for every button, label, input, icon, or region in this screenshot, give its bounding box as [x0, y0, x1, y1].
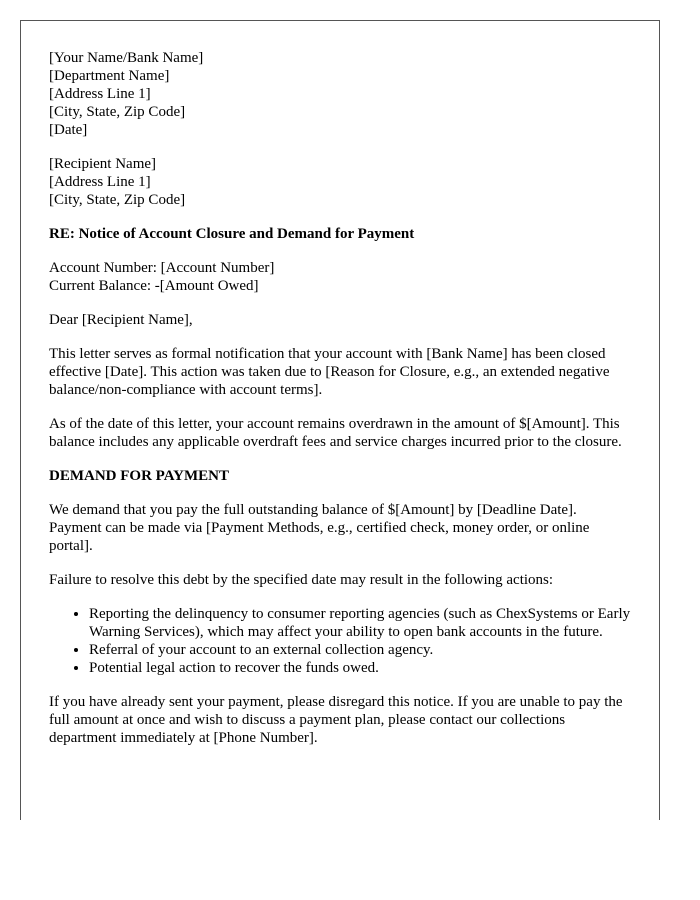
sender-city-state-zip: [City, State, Zip Code]	[49, 104, 186, 120]
sender-address-line-1: [Address Line 1]	[49, 86, 151, 102]
letter-date: [Date]	[49, 122, 88, 138]
demand-paragraph: We demand that you pay the full outstanding balance of $[Amount] by [Deadline Date]. Payment can be made via [Payment Methods, e.g., certified check, money order, or online portal].	[49, 502, 590, 554]
account-number: Account Number: [Account Number]	[49, 260, 275, 276]
recipient-name: [Recipient Name]	[49, 156, 157, 172]
balance-paragraph: As of the date of this letter, your account remains overdrawn in the amount of $[Amount]. This balance includes any applicable overdraft fees and service charges incurred prior to the closure.	[49, 416, 622, 450]
intro-paragraph: This letter serves as formal notification that your account with [Bank Name] has been closed effective [Date]. This action was taken due to [Reason for Closure, e.g., an extended negative balance/non-compliance with account terms].	[49, 346, 610, 398]
recipient-address-block	[49, 155, 631, 209]
list-item: • Reporting the delinquency to consumer reporting agencies (such as ChexSystems or Early Warning Services), which may affect your ability to open bank accounts in the future.	[89, 605, 631, 641]
failure-paragraph: Failure to resolve this debt by the specified date may result in the following actions:	[49, 572, 554, 588]
list-item: • Referral of your account to an external collection agency.	[89, 641, 631, 659]
subject-line: RE: Notice of Account Closure and Demand for Payment	[49, 226, 415, 242]
actions-list	[49, 605, 631, 677]
sender-address-block	[49, 49, 631, 139]
letter-page	[20, 20, 660, 820]
closing-paragraph: If you have already sent your payment, please disregard this notice. If you are unable to pay the full amount at once and wish to discuss a payment plan, please contact our collections department immediately at [Phone Number].	[49, 694, 623, 746]
recipient-city-state-zip: [City, State, Zip Code]	[49, 192, 186, 208]
list-item: • Potential legal action to recover the funds owed.	[89, 659, 631, 677]
recipient-address-line-1: [Address Line 1]	[49, 174, 151, 190]
sender-department: [Department Name]	[49, 68, 170, 84]
salutation: Dear [Recipient Name],	[49, 312, 193, 328]
current-balance: Current Balance: -[Amount Owed]	[49, 278, 259, 294]
sender-name: [Your Name/Bank Name]	[49, 50, 204, 66]
account-details	[49, 259, 631, 295]
demand-heading: DEMAND FOR PAYMENT	[49, 468, 229, 484]
